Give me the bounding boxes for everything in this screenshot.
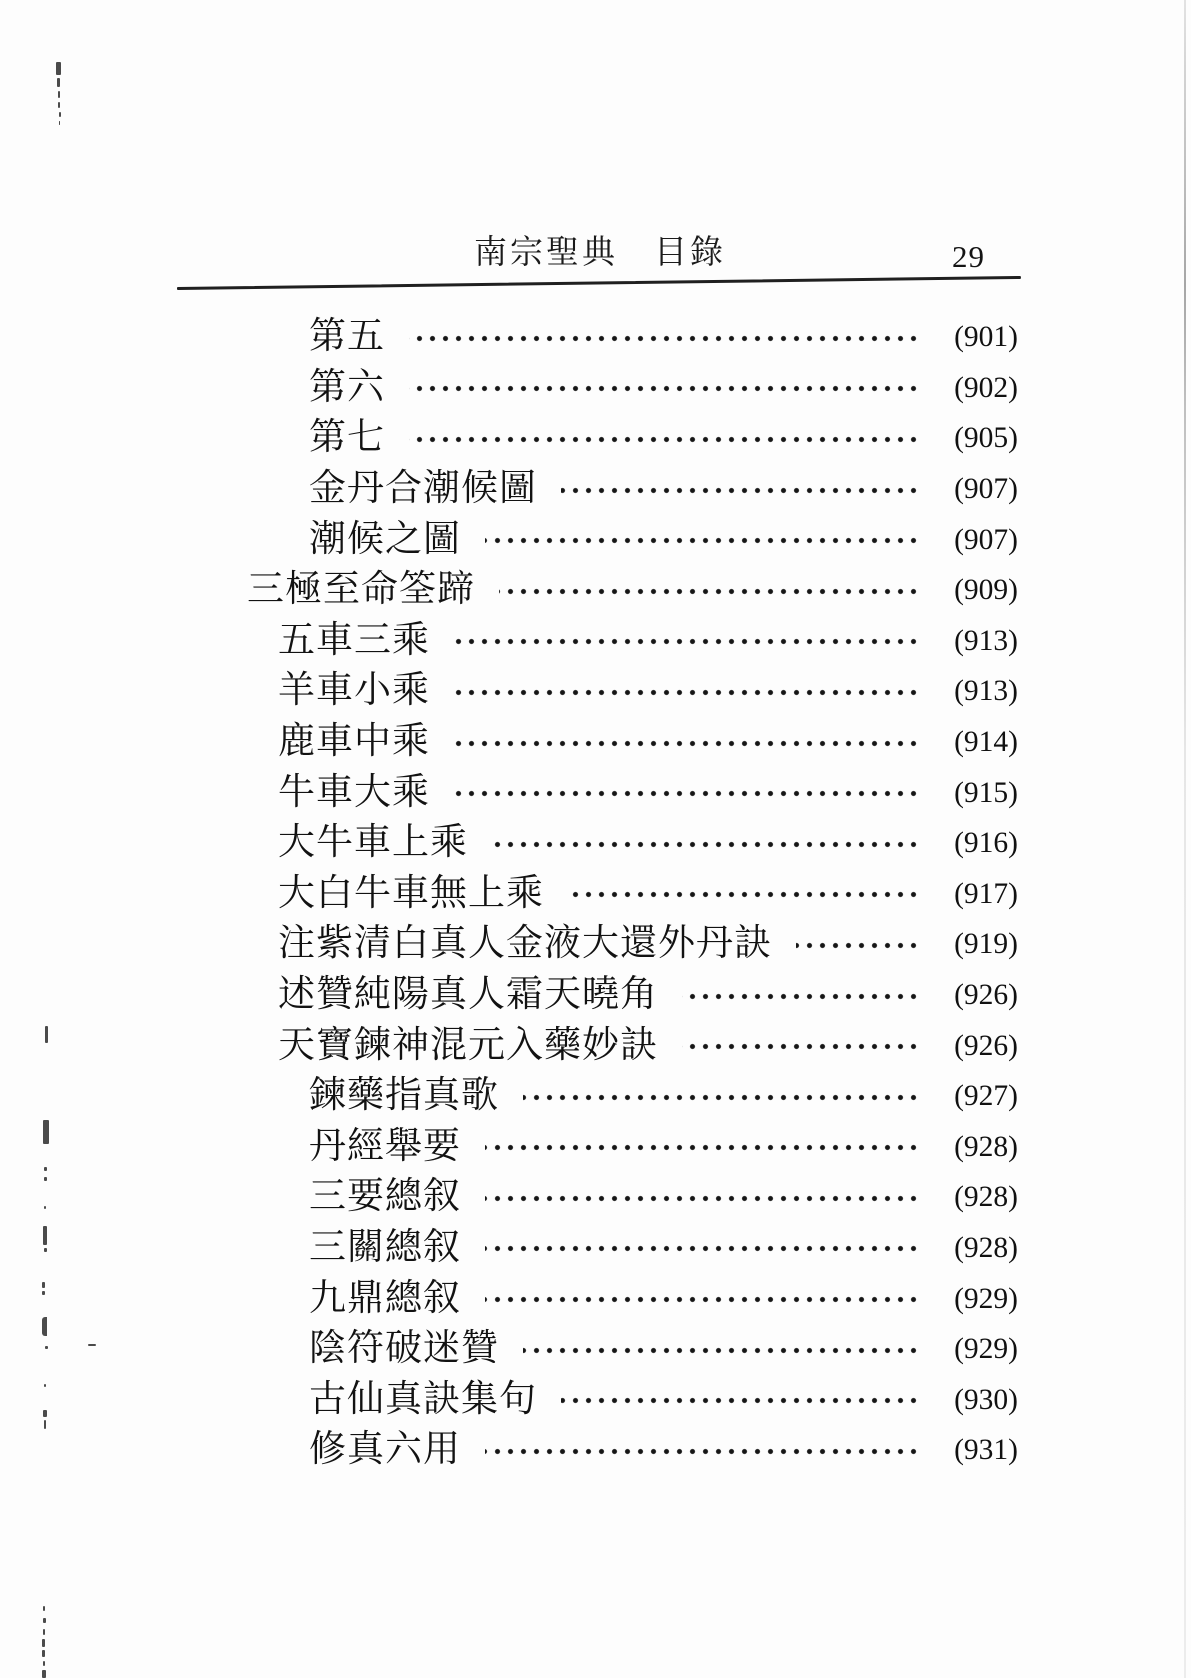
scan-artifact: [44, 1167, 47, 1171]
toc-entry-page: (915): [954, 776, 1018, 809]
toc-entry: [247, 1122, 1018, 1173]
toc-entry-title: 羊車小乘: [278, 670, 430, 712]
toc-entry-page: (929): [954, 1282, 1018, 1315]
scan-artifact: [45, 1346, 48, 1349]
dot-leader: [409, 385, 920, 392]
page-number: 29: [952, 239, 985, 274]
scan-artifact: [43, 1661, 45, 1666]
toc-entry: [247, 1071, 1018, 1122]
toc-entry-page: (928): [954, 1130, 1018, 1163]
dot-leader: [561, 487, 920, 494]
dot-leader: [561, 1397, 920, 1404]
dot-leader: [454, 740, 920, 747]
dot-leader: [454, 790, 920, 797]
scan-artifact: [43, 1410, 47, 1417]
scan-artifact: [43, 1606, 45, 1611]
toc-entry-page: (929): [954, 1333, 1018, 1366]
toc-entry-page: (916): [954, 827, 1018, 860]
toc-entry-page: (930): [954, 1383, 1018, 1416]
toc-entry-title: 述贊純陽真人霜天曉角: [278, 974, 658, 1016]
toc-entry: [247, 1324, 1018, 1375]
toc-entry: [247, 869, 1018, 920]
scan-artifact: [42, 1317, 47, 1336]
toc-entry-title: 古仙真訣集句: [309, 1378, 537, 1420]
toc-entry-title: 第五: [309, 316, 385, 358]
toc-entry: [247, 464, 1018, 515]
toc-entry: [247, 1020, 1018, 1071]
scan-artifact: [44, 1206, 46, 1209]
dot-leader: [485, 1195, 920, 1202]
dot-leader: [409, 436, 920, 443]
toc-entry-title: 修真六用: [309, 1429, 461, 1471]
toc-entry-title: 三關總叙: [309, 1226, 461, 1268]
toc-entry-title: 丹經舉要: [309, 1125, 461, 1167]
scan-artifact: [56, 62, 61, 75]
scan-artifact: [43, 1226, 47, 1245]
toc-entry-title: 五車三乘: [278, 619, 430, 661]
toc-entry-page: (913): [954, 624, 1018, 657]
scan-artifact: [44, 1177, 47, 1181]
scan-edge-line: [1184, 0, 1186, 1678]
toc-entry: [247, 312, 1018, 363]
toc-entry-title: 第七: [309, 417, 385, 459]
toc-entry-page: (927): [954, 1080, 1018, 1113]
scan-artifact: [44, 1420, 46, 1429]
toc-entry-page: (901): [954, 321, 1018, 354]
scan-artifact: [44, 1248, 47, 1252]
dot-leader: [682, 1043, 920, 1050]
dot-leader: [796, 942, 920, 949]
page-title: 南宗聖典 目錄: [474, 235, 726, 271]
scan-artifact: [44, 1384, 46, 1387]
toc-entry-page: (909): [954, 574, 1018, 607]
toc-entry: [247, 1425, 1018, 1476]
toc-entry-title: 天寶鍊神混元入藥妙訣: [278, 1024, 658, 1066]
toc-entry: [247, 565, 1018, 616]
toc-entry-title: 第六: [309, 366, 385, 408]
toc-entry: [247, 1374, 1018, 1425]
scan-artifact: [59, 112, 61, 117]
toc-entry: [247, 767, 1018, 818]
toc-entry: [247, 363, 1018, 414]
toc-entry: [247, 616, 1018, 667]
toc-entry-page: (917): [954, 877, 1018, 910]
toc-entry: [247, 717, 1018, 768]
scan-artifact: [58, 91, 60, 98]
toc-entry: [247, 970, 1018, 1021]
toc-entry-title: 九鼎總叙: [309, 1277, 461, 1319]
toc-entry: [247, 413, 1018, 464]
toc-entry-title: 鹿車中乘: [278, 721, 430, 763]
toc-entry-title: 陰符破迷贊: [309, 1328, 499, 1370]
dot-leader: [454, 638, 920, 645]
toc-entry-title: 鍊藥指真歌: [309, 1075, 499, 1117]
toc-entry-page: (913): [954, 675, 1018, 708]
dot-leader: [523, 1347, 920, 1354]
scan-artifact: [42, 1282, 45, 1288]
toc-entry-page: (926): [954, 979, 1018, 1012]
toc-entry-title: 潮候之圖: [309, 518, 461, 560]
toc-entry-page: (907): [954, 523, 1018, 556]
dot-leader: [499, 588, 920, 595]
dot-leader: [682, 993, 920, 1000]
scan-artifact: [58, 102, 60, 108]
toc-entry-page: (928): [954, 1181, 1018, 1214]
toc-entry: [247, 514, 1018, 565]
toc-entry-title: 注紫清白真人金液大還外丹訣: [278, 923, 772, 965]
scan-artifact: [59, 121, 60, 125]
toc-entry-page: (919): [954, 928, 1018, 961]
dot-leader: [485, 1245, 920, 1252]
dot-leader: [523, 1094, 920, 1101]
dot-leader: [492, 841, 920, 848]
toc-entry-title: 牛車大乘: [278, 771, 430, 813]
scan-artifact: [42, 1291, 45, 1295]
scan-artifact: [43, 1629, 45, 1635]
toc-entry-page: (905): [954, 422, 1018, 455]
scan-artifact: [42, 1670, 46, 1678]
toc-entry-page: (907): [954, 473, 1018, 506]
toc-entry-title: 大牛車上乘: [278, 822, 468, 864]
dot-leader: [454, 689, 920, 696]
dot-leader: [485, 537, 920, 544]
dot-leader: [485, 1448, 920, 1455]
dot-leader: [485, 1144, 920, 1151]
toc-entry-title: 三極至命筌蹄: [247, 569, 475, 611]
toc-entry: [247, 1223, 1018, 1274]
toc-entry-page: (902): [954, 371, 1018, 404]
toc-entry-page: (931): [954, 1434, 1018, 1467]
dot-leader: [409, 335, 920, 342]
dot-leader: [568, 891, 920, 898]
scan-artifact: [88, 1344, 96, 1346]
toc-entry-page: (926): [954, 1029, 1018, 1062]
toc-entry: [247, 1273, 1018, 1324]
toc-entry: [247, 919, 1018, 970]
toc-entry-title: 三要總叙: [309, 1176, 461, 1218]
scan-artifact: [43, 1618, 46, 1623]
scan-artifact: [43, 1120, 49, 1144]
toc-list: [247, 312, 1018, 1476]
scan-artifact: [42, 1650, 45, 1657]
toc-entry-page: (928): [954, 1231, 1018, 1264]
scan-artifact: [45, 1026, 48, 1043]
toc-entry-title: 大白牛車無上乘: [278, 872, 544, 914]
scan-artifact: [42, 1639, 45, 1647]
header-rule: [177, 276, 1021, 290]
toc-entry: [247, 818, 1018, 869]
dot-leader: [485, 1296, 920, 1303]
toc-entry: [247, 666, 1018, 717]
scan-artifact: [57, 78, 60, 87]
toc-entry-page: (914): [954, 726, 1018, 759]
toc-entry-title: 金丹合潮候圖: [309, 468, 537, 510]
toc-entry: [247, 1172, 1018, 1223]
